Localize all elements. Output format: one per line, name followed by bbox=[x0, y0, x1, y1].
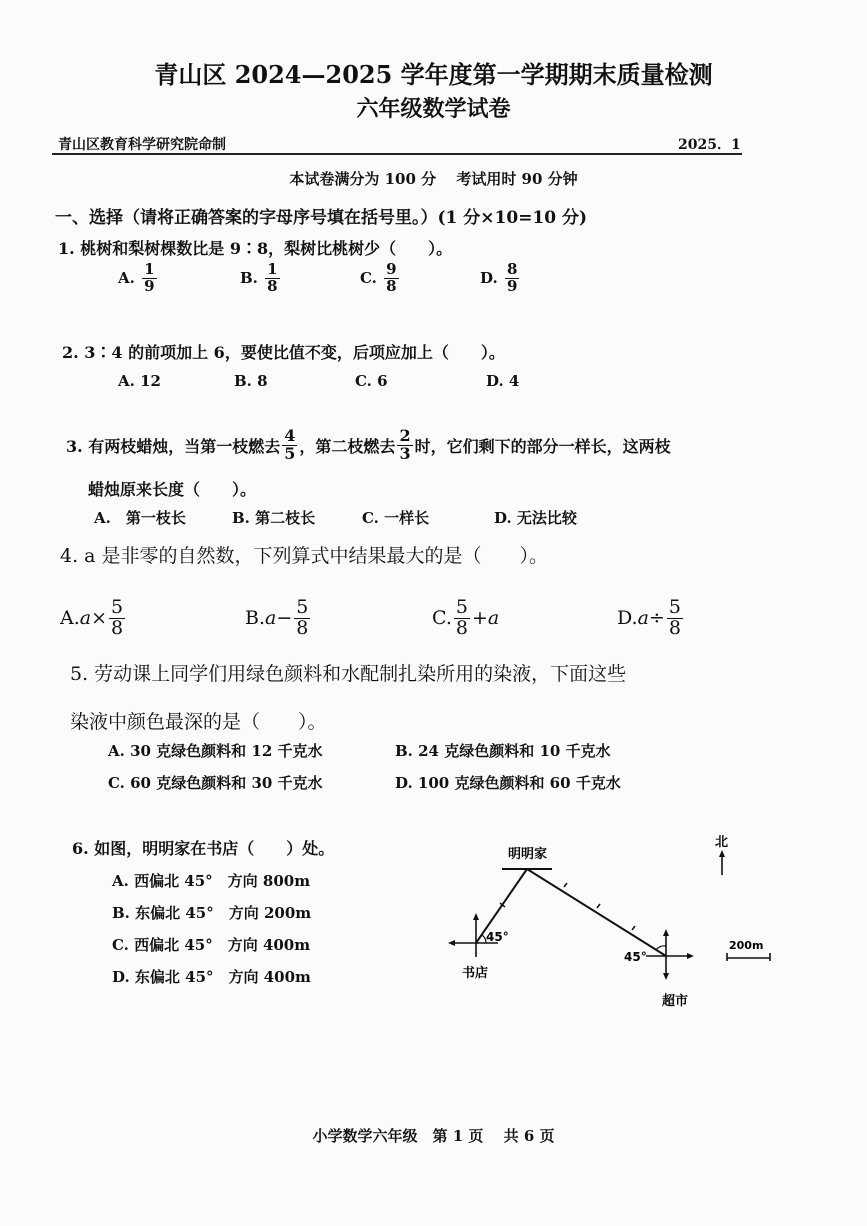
q2-option-d: D. 4 bbox=[486, 372, 520, 390]
q4-option-d: D. a÷ $\frac{5}{8}$ bbox=[617, 596, 681, 639]
q2-stem: 2. 3∶4 的前项加上 6，要使比值不变，后项应加上（ ）。 bbox=[62, 343, 505, 362]
q3-option-a: A. 第一枝长 bbox=[94, 509, 186, 527]
q3-stem-line2: 蜡烛原来长度（ ）。 bbox=[88, 480, 257, 499]
q5-stem: 5. 劳动课上同学们用绿色颜料和水配制扎染所用的染液，下面这些 bbox=[70, 663, 627, 685]
q5-stem-line2: 染液中颜色最深的是（ ）。 bbox=[70, 711, 327, 733]
q3-option-c: C. 一样长 bbox=[362, 509, 430, 527]
q1-option-c: C. $\frac{9}{8}$ bbox=[360, 260, 397, 295]
q1-option-a: A. $\frac{1}{9}$ bbox=[118, 260, 155, 295]
q3-option-d: D. 无法比较 bbox=[494, 509, 577, 527]
q4-stem: 4. a 是非零的自然数，下列算式中结果最大的是（ ）。 bbox=[60, 545, 549, 567]
bookstore-label: 书店 bbox=[462, 966, 489, 981]
q3-option-b: B. 第二枝长 bbox=[232, 509, 316, 527]
home-label: 明明家 bbox=[508, 847, 548, 862]
supermarket-label: 超市 bbox=[662, 994, 689, 1009]
exam-date: 2025．1 bbox=[678, 137, 741, 153]
q2-option-a: A. 12 bbox=[118, 372, 161, 390]
q6-option-d: D. 东偏北 45° 方向 400m bbox=[112, 968, 311, 986]
q5-option-a: A. 30 克绿色颜料和 12 千克水 bbox=[108, 742, 323, 760]
q6-option-a: A. 西偏北 45° 方向 800m bbox=[112, 872, 311, 890]
north-label: 北 bbox=[715, 835, 729, 850]
q1-stem: 1. 桃树和梨树棵数比是 9∶8，梨树比桃树少（ ）。 bbox=[58, 239, 453, 258]
path-to-supermarket bbox=[527, 869, 666, 956]
exam-note: 本试卷满分为 100 分 考试用时 90 分钟 bbox=[289, 170, 578, 188]
q2-option-b: B. 8 bbox=[234, 372, 268, 390]
q6-stem: 6. 如图，明明家在书店（ ）处。 bbox=[72, 839, 335, 858]
header-divider bbox=[52, 153, 742, 155]
q1-option-b: B. $\frac{1}{8}$ bbox=[240, 260, 278, 295]
issuing-org: 青山区教育科学研究院命制 bbox=[58, 137, 226, 153]
q5-option-c: C. 60 克绿色颜料和 30 千克水 bbox=[108, 774, 323, 792]
q4-option-b: B. a− $\frac{5}{8}$ bbox=[245, 596, 309, 639]
direction-map bbox=[440, 825, 790, 1015]
q1-option-d: D. $\frac{8}{9}$ bbox=[480, 260, 518, 295]
page-footer: 小学数学六年级 第 1 页 共 6 页 bbox=[312, 1127, 555, 1145]
exam-title: 青山区 2024—2025 学年度第一学期期末质量检测 bbox=[154, 60, 713, 89]
scale-label: 200m bbox=[729, 939, 764, 952]
exam-subtitle: 六年级数学试卷 bbox=[356, 96, 511, 122]
q6-option-b: B. 东偏北 45° 方向 200m bbox=[112, 904, 312, 922]
q4-option-a: A. a× $\frac{5}{8}$ bbox=[60, 596, 124, 639]
supermarket-angle-label: 45° bbox=[624, 950, 647, 964]
q2-option-c: C. 6 bbox=[355, 372, 388, 390]
bookstore-angle-label: 45° bbox=[486, 930, 509, 944]
q5-option-b: B. 24 克绿色颜料和 10 千克水 bbox=[395, 742, 611, 760]
q3-stem: 3. 有两枝蜡烛，当第一枝燃去 $\frac{4}{5}$ ，第二枝燃去 $\frac{2}{3}$ 时，它们剩下的部分一样长，这两枝 bbox=[66, 426, 671, 463]
q5-option-d: D. 100 克绿色颜料和 60 千克水 bbox=[395, 774, 621, 792]
q6-option-c: C. 西偏北 45° 方向 400m bbox=[112, 936, 311, 954]
section-heading: 一、选择（请将正确答案的字母序号填在括号里。）(1 分×10=10 分) bbox=[55, 208, 588, 228]
q4-option-c: C. $\frac{5}{8}$ +a bbox=[432, 596, 500, 639]
